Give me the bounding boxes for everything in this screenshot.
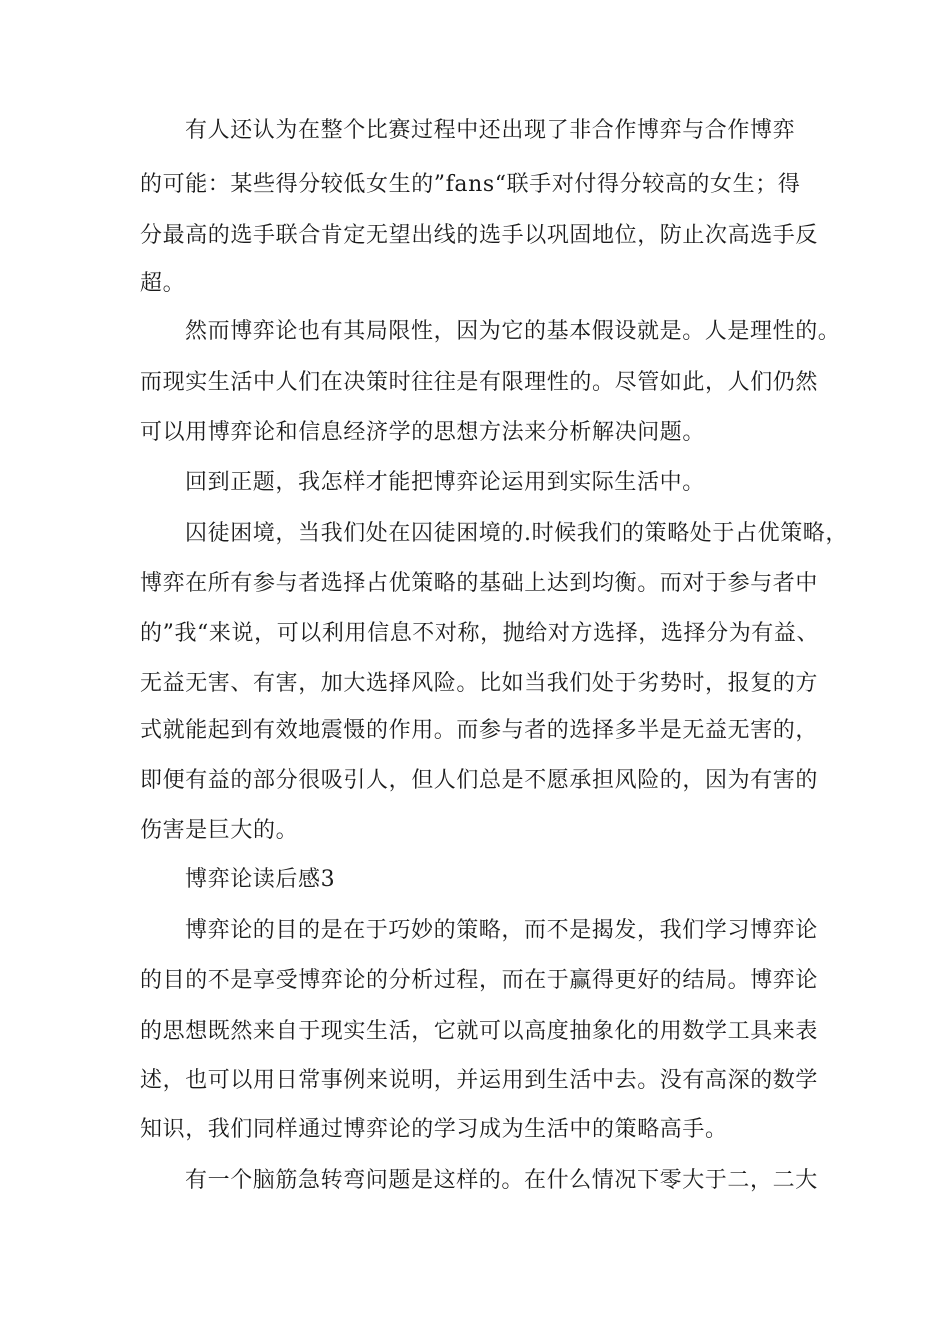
text-line: 知识，我们同样通过博弈论的学习成为生活中的策略高手。 bbox=[140, 1117, 728, 1142]
text-line: 的思想既然来自于现实生活，它就可以高度抽象化的用数学工具来表 bbox=[140, 1019, 819, 1044]
text-line: 囚徒困境，当我们处在囚徒困境的.时候我们的策略处于占优策略， bbox=[185, 521, 848, 546]
text-line: 有一个脑筋急转弯问题是这样的。在什么情况下零大于二，二大 bbox=[185, 1168, 818, 1193]
text-line: 述，也可以用日常事例来说明，并运用到生活中去。没有高深的数学 bbox=[140, 1068, 819, 1093]
text-line: 博弈论的目的是在于巧妙的策略，而不是揭发，我们学习博弈论 bbox=[185, 918, 818, 943]
text-line: 无益无害、有害，加大选择风险。比如当我们处于劣势时，报复的方 bbox=[140, 671, 819, 696]
text-line: 有人还认为在整个比赛过程中还出现了非合作博弈与合作博弈 bbox=[185, 118, 796, 143]
text-line: 的目的不是享受博弈论的分析过程，而在于赢得更好的结局。博弈论 bbox=[140, 968, 819, 993]
text-line: 超。 bbox=[140, 271, 186, 296]
text-line: 可以用博弈论和信息经济学的思想方法来分析解决问题。 bbox=[140, 420, 706, 445]
text-line: 的可能：某些得分较低女生的”fans“联手对付得分较高的女生；得 bbox=[140, 172, 801, 197]
text-line: 即便有益的部分很吸引人，但人们总是不愿承担风险的，因为有害的 bbox=[140, 768, 819, 793]
text-line: 然而博弈论也有其局限性，因为它的基本假设就是。人是理性的。 bbox=[185, 319, 841, 344]
section-heading: 博弈论读后感3 bbox=[185, 867, 336, 892]
text-line: 博弈在所有参与者选择占优策略的基础上达到均衡。而对于参与者中 bbox=[140, 571, 819, 596]
text-line: 回到正题，我怎样才能把博弈论运用到实际生活中。 bbox=[185, 470, 705, 495]
text-line: 的”我“来说，可以利用信息不对称，抛给对方选择，选择分为有益、 bbox=[140, 621, 820, 646]
text-line: 式就能起到有效地震慑的作用。而参与者的选择多半是无益无害的， bbox=[140, 718, 819, 743]
text-line: 而现实生活中人们在决策时往往是有限理性的。尽管如此，人们仍然 bbox=[140, 370, 819, 395]
text-line: 分最高的选手联合肯定无望出线的选手以巩固地位，防止次高选手反 bbox=[140, 223, 819, 248]
text-line: 伤害是巨大的。 bbox=[140, 818, 299, 843]
